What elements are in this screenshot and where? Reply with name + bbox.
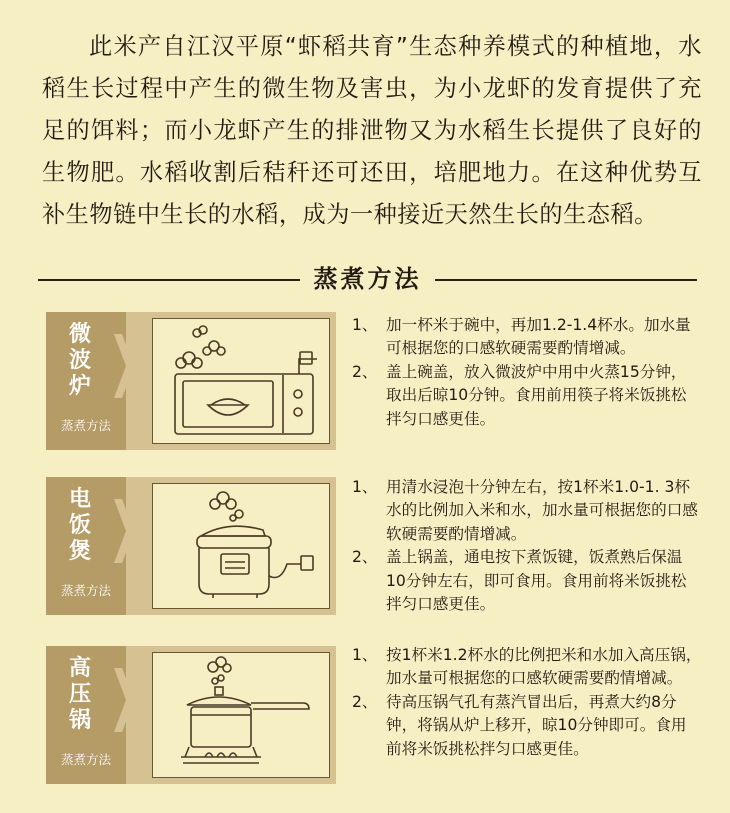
method-name: [46, 322, 114, 400]
step-item: [352, 476, 702, 546]
step-text: 盖上碗盖，放入微波炉中用中火蒸15分钟，取出后晾10分钟。食用前用筷子将米饭挑松拌匀口感更佳。: [386, 362, 687, 428]
method-label: [46, 312, 126, 450]
step-item: [352, 691, 702, 761]
method-steps-microwave: [352, 314, 702, 431]
step-item: [352, 314, 702, 361]
method-label: [46, 646, 126, 784]
step-number: 2、: [352, 548, 378, 567]
method-name-char: 高: [68, 656, 91, 681]
step-text: 按1杯米1.2杯水的比例把米和水加入高压锅，加水量可根据您的口感软硬需要酌情增减。: [386, 646, 702, 688]
method-card-pressure-cooker: [46, 646, 336, 784]
method-steps-pressure-cooker: [352, 644, 702, 761]
step-item: [352, 361, 702, 431]
step-number: 1、: [352, 646, 378, 664]
step-number: 1、: [352, 316, 378, 334]
pressure-cooker-icon: [152, 652, 330, 778]
method-subtitle: 蒸煮方法: [60, 418, 111, 433]
chevron-right-icon: [114, 499, 134, 563]
section-title: 蒸煮方法: [313, 265, 422, 293]
rice-cooker-icon: [152, 483, 330, 609]
step-item: [352, 546, 702, 616]
step-text: 待高压锅气孔有蒸汽冒出后，再煮大约8分钟，将锅从炉上移开，晾10分钟即可。食用前将米饭挑松拌匀口感更佳。: [386, 692, 687, 758]
chevron-right-icon: [114, 334, 134, 398]
method-card-microwave: [46, 312, 336, 450]
intro-text: 此米产自江汉平原“虾稻共育”生态种养模式的种植地，水稻生长过程中产生的微生物及害虫，为小龙虾的发育提供了充足的饵料；而小龙虾产生的排泄物又为水稻生长提供了良好的生物肥。水稻收割后秸秆还可还田，培肥地力。在这种优势互补生物链中生长的水稻，成为一种接近天然生长的生态稻。: [42, 33, 702, 228]
method-name-char: 电: [68, 487, 91, 512]
method-name-char: 波: [68, 348, 91, 373]
method-name-char: 压: [68, 682, 91, 707]
chevron-right-icon: [114, 668, 134, 732]
method-name: [46, 656, 114, 734]
step-number: 2、: [352, 362, 378, 381]
method-name: [46, 487, 114, 565]
method-card-rice-cooker: [46, 477, 336, 615]
step-number: 1、: [352, 478, 378, 496]
step-text: 用清水浸泡十分钟左右，按1杯米1.0-1. 3杯水的比例加入米和水，加水量可根据您的口感软硬需要酌情增减。: [386, 478, 698, 543]
method-label: [46, 477, 126, 615]
microwave-icon: [152, 318, 330, 444]
method-name-char: 煲: [68, 539, 91, 564]
step-number: 2、: [352, 692, 378, 711]
intro-paragraph: [42, 26, 702, 236]
heading-rule-right: [435, 279, 697, 281]
step-item: [352, 644, 702, 691]
method-steps-rice-cooker: [352, 476, 702, 616]
heading-rule-left: [38, 279, 300, 281]
step-text: 加一杯米于碗中，再加1.2-1.4杯水。加水量可根据您的口感软硬需要酌情增减。: [386, 316, 691, 358]
method-subtitle: 蒸煮方法: [60, 583, 111, 598]
method-name-char: 微: [68, 322, 91, 347]
step-text: 盖上锅盖，通电按下煮饭键，饭煮熟后保温10分钟左右，即可食用。食用前将米饭挑松拌匀口感更佳。: [386, 548, 687, 614]
method-name-char: 锅: [68, 708, 91, 733]
method-name-char: 炉: [68, 374, 91, 399]
method-name-char: 饭: [68, 513, 91, 538]
method-subtitle: 蒸煮方法: [60, 752, 111, 767]
